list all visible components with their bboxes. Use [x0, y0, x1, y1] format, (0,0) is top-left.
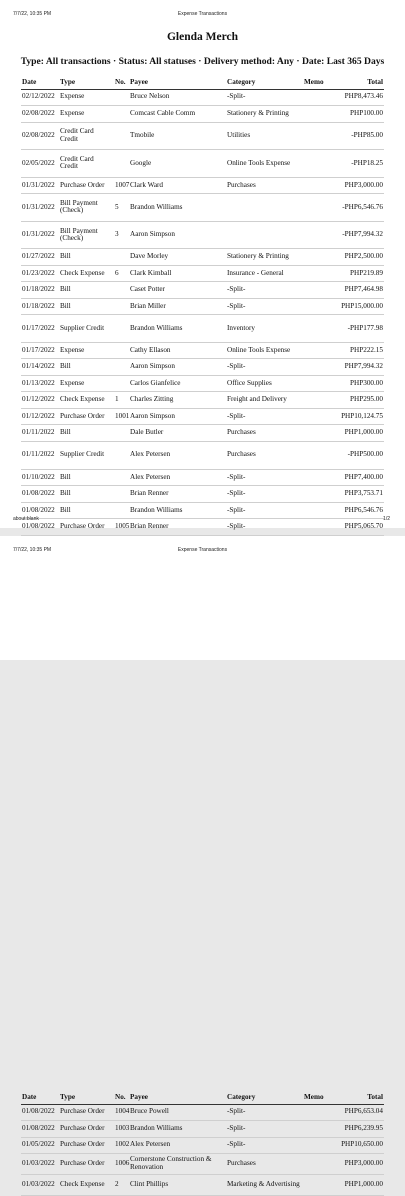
cell-memo — [303, 298, 338, 315]
cell-date: 01/13/2022 — [21, 375, 59, 392]
cell-memo — [303, 408, 338, 425]
cell-type: Expense — [59, 375, 114, 392]
column-header-total: Total — [338, 75, 384, 89]
cell-date: 02/08/2022 — [21, 106, 59, 123]
cell-total: PHP15,000.00 — [338, 298, 384, 315]
cell-no: 1004 — [114, 1104, 129, 1121]
cell-type: Check Expense — [59, 265, 114, 282]
cell-type: Bill — [59, 249, 114, 266]
table-row — [21, 1175, 384, 1196]
cell-date: 01/27/2022 — [21, 249, 59, 266]
cell-total: PHP1,000.00 — [338, 425, 384, 442]
cell-category: -Split- — [226, 502, 303, 519]
cell-category: Stationery & Printing — [226, 249, 303, 266]
cell-no — [114, 425, 129, 442]
cell-total: PHP7,994.32 — [338, 359, 384, 376]
cell-category: Purchases — [226, 425, 303, 442]
cell-category: Purchases — [226, 1154, 303, 1175]
cell-type: Expense — [59, 106, 114, 123]
cell-total: -PHP500.00 — [338, 441, 384, 469]
cell-no: 1007 — [114, 177, 129, 194]
cell-payee: Brandon Williams — [129, 502, 226, 519]
cell-date: 01/11/2022 — [21, 425, 59, 442]
company-name: Glenda Merch — [166, 31, 239, 43]
cell-type: Bill — [59, 359, 114, 376]
cell-payee: Alex Petersen — [129, 469, 226, 486]
cell-memo — [303, 106, 338, 123]
cell-category: Purchases — [226, 177, 303, 194]
cell-total: PHP7,464.98 — [338, 282, 384, 299]
table-row — [21, 315, 384, 343]
table-row — [21, 89, 384, 106]
cell-category: Online Tools Expense — [226, 342, 303, 359]
cell-no: 1001 — [114, 408, 129, 425]
table-row — [21, 177, 384, 194]
table-row — [21, 150, 384, 178]
table-row — [21, 265, 384, 282]
cell-total: PHP300.00 — [338, 375, 384, 392]
cell-memo — [303, 486, 338, 503]
cell-total: -PHP177.98 — [338, 315, 384, 343]
cell-memo — [303, 1121, 338, 1138]
cell-no — [114, 315, 129, 343]
cell-date: 01/23/2022 — [21, 265, 59, 282]
cell-payee: Carlos Gianfelice — [129, 375, 226, 392]
cell-total: -PHP6,546.76 — [338, 194, 384, 222]
cell-memo — [303, 150, 338, 178]
cell-total: PHP10,124.75 — [338, 408, 384, 425]
cell-type: Credit Card Credit — [59, 150, 114, 178]
cell-no — [114, 106, 129, 123]
column-header-total: Total — [338, 1090, 384, 1104]
cell-payee: Alex Petersen — [129, 1137, 226, 1154]
cell-payee: Brandon Williams — [129, 315, 226, 343]
cell-category: -Split- — [226, 359, 303, 376]
cell-total: PHP100.00 — [338, 106, 384, 123]
cell-type: Bill — [59, 502, 114, 519]
table-row — [21, 425, 384, 442]
table-row — [21, 392, 384, 409]
cell-total: PHP3,000.00 — [338, 1154, 384, 1175]
cell-no: 1003 — [114, 1121, 129, 1138]
cell-date: 01/31/2022 — [21, 194, 59, 222]
table-row — [21, 194, 384, 222]
cell-memo — [303, 315, 338, 343]
print-title: Expense Transactions — [177, 11, 228, 17]
table-row — [21, 122, 384, 150]
cell-no — [114, 375, 129, 392]
table-row — [21, 106, 384, 123]
cell-date: 01/31/2022 — [21, 177, 59, 194]
page-url: about:blank — [13, 516, 39, 522]
cell-total: PHP3,753.71 — [338, 486, 384, 503]
cell-payee: Charles Zitting — [129, 392, 226, 409]
cell-category — [226, 194, 303, 222]
cell-type: Bill — [59, 282, 114, 299]
table-row — [21, 298, 384, 315]
report-page-2 — [0, 536, 405, 1189]
cell-total: PHP5,065.70 — [338, 519, 384, 536]
cell-type: Check Expense — [59, 1175, 114, 1196]
cell-no — [114, 89, 129, 106]
cell-date: 02/12/2022 — [21, 89, 59, 106]
cell-payee: Cathy Ellason — [129, 342, 226, 359]
cell-payee: Clark Ward — [129, 177, 226, 194]
cell-payee: Tmobile — [129, 122, 226, 150]
cell-memo — [303, 392, 338, 409]
cell-type: Bill Payment (Check) — [59, 221, 114, 249]
cell-total: PHP6,239.95 — [338, 1121, 384, 1138]
cell-type: Bill — [59, 469, 114, 486]
cell-type: Supplier Credit — [59, 315, 114, 343]
cell-total: PHP6,546.76 — [338, 502, 384, 519]
cell-date: 02/05/2022 — [21, 150, 59, 178]
cell-payee: Brandon Williams — [129, 1121, 226, 1138]
cell-memo — [303, 221, 338, 249]
cell-category: -Split- — [226, 298, 303, 315]
cell-no — [114, 469, 129, 486]
cell-date: 01/03/2022 — [21, 1154, 59, 1175]
cell-date: 01/17/2022 — [21, 342, 59, 359]
table-row — [21, 469, 384, 486]
cell-no — [114, 150, 129, 178]
cell-no — [114, 282, 129, 299]
print-footer — [0, 516, 405, 524]
cell-category: Insurance - General — [226, 265, 303, 282]
cell-type: Supplier Credit — [59, 441, 114, 469]
transactions-table — [21, 75, 384, 536]
cell-category: -Split- — [226, 1137, 303, 1154]
cell-date: 01/05/2022 — [21, 1137, 59, 1154]
cell-category: Inventory — [226, 315, 303, 343]
cell-payee: Brandon Williams — [129, 194, 226, 222]
cell-payee: Brian Renner — [129, 486, 226, 503]
cell-memo — [303, 177, 338, 194]
transactions-table-continued — [21, 1090, 384, 1196]
table-row — [21, 359, 384, 376]
cell-no — [114, 441, 129, 469]
cell-payee: Caset Potter — [129, 282, 226, 299]
cell-date: 01/08/2022 — [21, 502, 59, 519]
cell-category: -Split- — [226, 1104, 303, 1121]
cell-total: -PHP7,994.32 — [338, 221, 384, 249]
cell-date: 01/18/2022 — [21, 282, 59, 299]
cell-total: PHP6,653.04 — [338, 1104, 384, 1121]
cell-category: -Split- — [226, 469, 303, 486]
cell-payee: Aaron Simpson — [129, 221, 226, 249]
cell-no — [114, 249, 129, 266]
cell-payee: Bruce Nelson — [129, 89, 226, 106]
cell-memo — [303, 122, 338, 150]
cell-total: PHP295.00 — [338, 392, 384, 409]
column-header-payee: Payee — [129, 1090, 226, 1104]
cell-no — [114, 486, 129, 503]
cell-type: Bill Payment (Check) — [59, 194, 114, 222]
cell-memo — [303, 375, 338, 392]
cell-no — [114, 342, 129, 359]
cell-payee: Clark Kimball — [129, 265, 226, 282]
cell-type: Bill — [59, 486, 114, 503]
cell-date: 01/11/2022 — [21, 441, 59, 469]
cell-memo — [303, 342, 338, 359]
cell-type: Purchase Order — [59, 519, 114, 536]
cell-no — [114, 359, 129, 376]
cell-no: 3 — [114, 221, 129, 249]
cell-date: 01/08/2022 — [21, 486, 59, 503]
cell-type: Check Expense — [59, 392, 114, 409]
cell-payee: Alex Petersen — [129, 441, 226, 469]
table-row — [21, 342, 384, 359]
column-header-category: Category — [226, 1090, 303, 1104]
cell-total: PHP3,000.00 — [338, 177, 384, 194]
cell-type: Purchase Order — [59, 408, 114, 425]
cell-total: -PHP18.25 — [338, 150, 384, 178]
table-row — [21, 441, 384, 469]
cell-memo — [303, 282, 338, 299]
column-header-payee: Payee — [129, 75, 226, 89]
cell-total: PHP7,400.00 — [338, 469, 384, 486]
cell-date: 01/10/2022 — [21, 469, 59, 486]
print-title: Expense Transactions — [177, 547, 228, 553]
cell-payee: Aaron Simpson — [129, 359, 226, 376]
cell-type: Expense — [59, 342, 114, 359]
cell-payee: Cornerstone Construction & Renovation — [129, 1154, 226, 1175]
cell-memo — [303, 89, 338, 106]
cell-date: 01/03/2022 — [21, 1175, 59, 1196]
cell-category: Office Supplies — [226, 375, 303, 392]
column-header-category: Category — [226, 75, 303, 89]
cell-payee: Bruce Powell — [129, 1104, 226, 1121]
report-page-1 — [0, 0, 405, 531]
cell-payee: Dale Butler — [129, 425, 226, 442]
cell-category: Marketing & Advertising — [226, 1175, 303, 1196]
cell-payee: Google — [129, 150, 226, 178]
cell-total: PHP2,500.00 — [338, 249, 384, 266]
cell-no: 1002 — [114, 1137, 129, 1154]
cell-date: 01/17/2022 — [21, 315, 59, 343]
cell-memo — [303, 1175, 338, 1196]
print-timestamp: 7/7/22, 10:35 PM — [13, 547, 52, 553]
cell-category: Purchases — [226, 441, 303, 469]
cell-memo — [303, 265, 338, 282]
column-header-no: No. — [114, 1090, 129, 1104]
cell-date: 01/31/2022 — [21, 221, 59, 249]
cell-payee: Clint Phillips — [129, 1175, 226, 1196]
cell-category: -Split- — [226, 282, 303, 299]
cell-no — [114, 122, 129, 150]
cell-payee: Dave Morley — [129, 249, 226, 266]
table-row — [21, 375, 384, 392]
cell-payee: Brian Miller — [129, 298, 226, 315]
cell-memo — [303, 1104, 338, 1121]
table-header-row — [21, 75, 384, 89]
column-header-memo: Memo — [303, 75, 338, 89]
cell-total: PHP222.15 — [338, 342, 384, 359]
cell-category: -Split- — [226, 1121, 303, 1138]
cell-memo — [303, 249, 338, 266]
cell-no: 1005 — [114, 519, 129, 536]
table-row — [21, 1154, 384, 1175]
cell-type: Purchase Order — [59, 177, 114, 194]
print-header — [0, 547, 405, 555]
cell-no: 2 — [114, 1175, 129, 1196]
cell-category: -Split- — [226, 408, 303, 425]
table-row — [21, 486, 384, 503]
cell-date: 01/12/2022 — [21, 392, 59, 409]
cell-total: PHP1,000.00 — [338, 1175, 384, 1196]
cell-type: Purchase Order — [59, 1154, 114, 1175]
cell-date: 01/18/2022 — [21, 298, 59, 315]
cell-date: 02/08/2022 — [21, 122, 59, 150]
column-header-date: Date — [21, 1090, 59, 1104]
cell-payee: Aaron Simpson — [129, 408, 226, 425]
cell-type: Expense — [59, 89, 114, 106]
cell-no: 1 — [114, 392, 129, 409]
cell-type: Purchase Order — [59, 1137, 114, 1154]
cell-category: Stationery & Printing — [226, 106, 303, 123]
cell-date: 01/14/2022 — [21, 359, 59, 376]
table-row — [21, 282, 384, 299]
cell-type: Bill — [59, 425, 114, 442]
cell-payee: Brian Renner — [129, 519, 226, 536]
cell-category: -Split- — [226, 486, 303, 503]
table-row — [21, 1137, 384, 1154]
column-header-memo: Memo — [303, 1090, 338, 1104]
cell-type: Credit Card Credit — [59, 122, 114, 150]
report-filter-summary: Type: All transactions · Status: All statuses · Delivery method: Any · Date: Last 365 Days — [20, 56, 385, 67]
table-row — [21, 221, 384, 249]
cell-category: Online Tools Expense — [226, 150, 303, 178]
column-header-type: Type — [59, 1090, 114, 1104]
cell-no: 6 — [114, 265, 129, 282]
cell-memo — [303, 469, 338, 486]
table-row — [21, 1104, 384, 1121]
cell-type: Purchase Order — [59, 1121, 114, 1138]
cell-category: Freight and Delivery — [226, 392, 303, 409]
cell-no — [114, 298, 129, 315]
table-row — [21, 408, 384, 425]
cell-category: Utilities — [226, 122, 303, 150]
cell-no: 1006 — [114, 1154, 129, 1175]
cell-memo — [303, 359, 338, 376]
cell-memo — [303, 1154, 338, 1175]
cell-date: 01/08/2022 — [21, 519, 59, 536]
cell-total: PHP8,473.46 — [338, 89, 384, 106]
cell-memo — [303, 1137, 338, 1154]
cell-total: PHP219.89 — [338, 265, 384, 282]
cell-date: 01/08/2022 — [21, 1104, 59, 1121]
column-header-no: No. — [114, 75, 129, 89]
cell-date: 01/08/2022 — [21, 1121, 59, 1138]
table-row — [21, 1121, 384, 1138]
cell-type: Bill — [59, 298, 114, 315]
cell-category — [226, 221, 303, 249]
print-timestamp: 7/7/22, 10:35 PM — [13, 11, 52, 17]
table-row — [21, 249, 384, 266]
print-header — [0, 11, 405, 19]
column-header-type: Type — [59, 75, 114, 89]
cell-payee: Comcast Cable Comm — [129, 106, 226, 123]
cell-memo — [303, 194, 338, 222]
cell-memo — [303, 441, 338, 469]
cell-total: PHP10,650.00 — [338, 1137, 384, 1154]
cell-category: -Split- — [226, 519, 303, 536]
column-header-date: Date — [21, 75, 59, 89]
cell-type: Purchase Order — [59, 1104, 114, 1121]
cell-memo — [303, 425, 338, 442]
cell-date: 01/12/2022 — [21, 408, 59, 425]
page-number: 1/2 — [383, 516, 390, 522]
cell-category: -Split- — [226, 89, 303, 106]
table-header-row — [21, 1090, 384, 1104]
cell-no: 5 — [114, 194, 129, 222]
cell-total: -PHP85.00 — [338, 122, 384, 150]
